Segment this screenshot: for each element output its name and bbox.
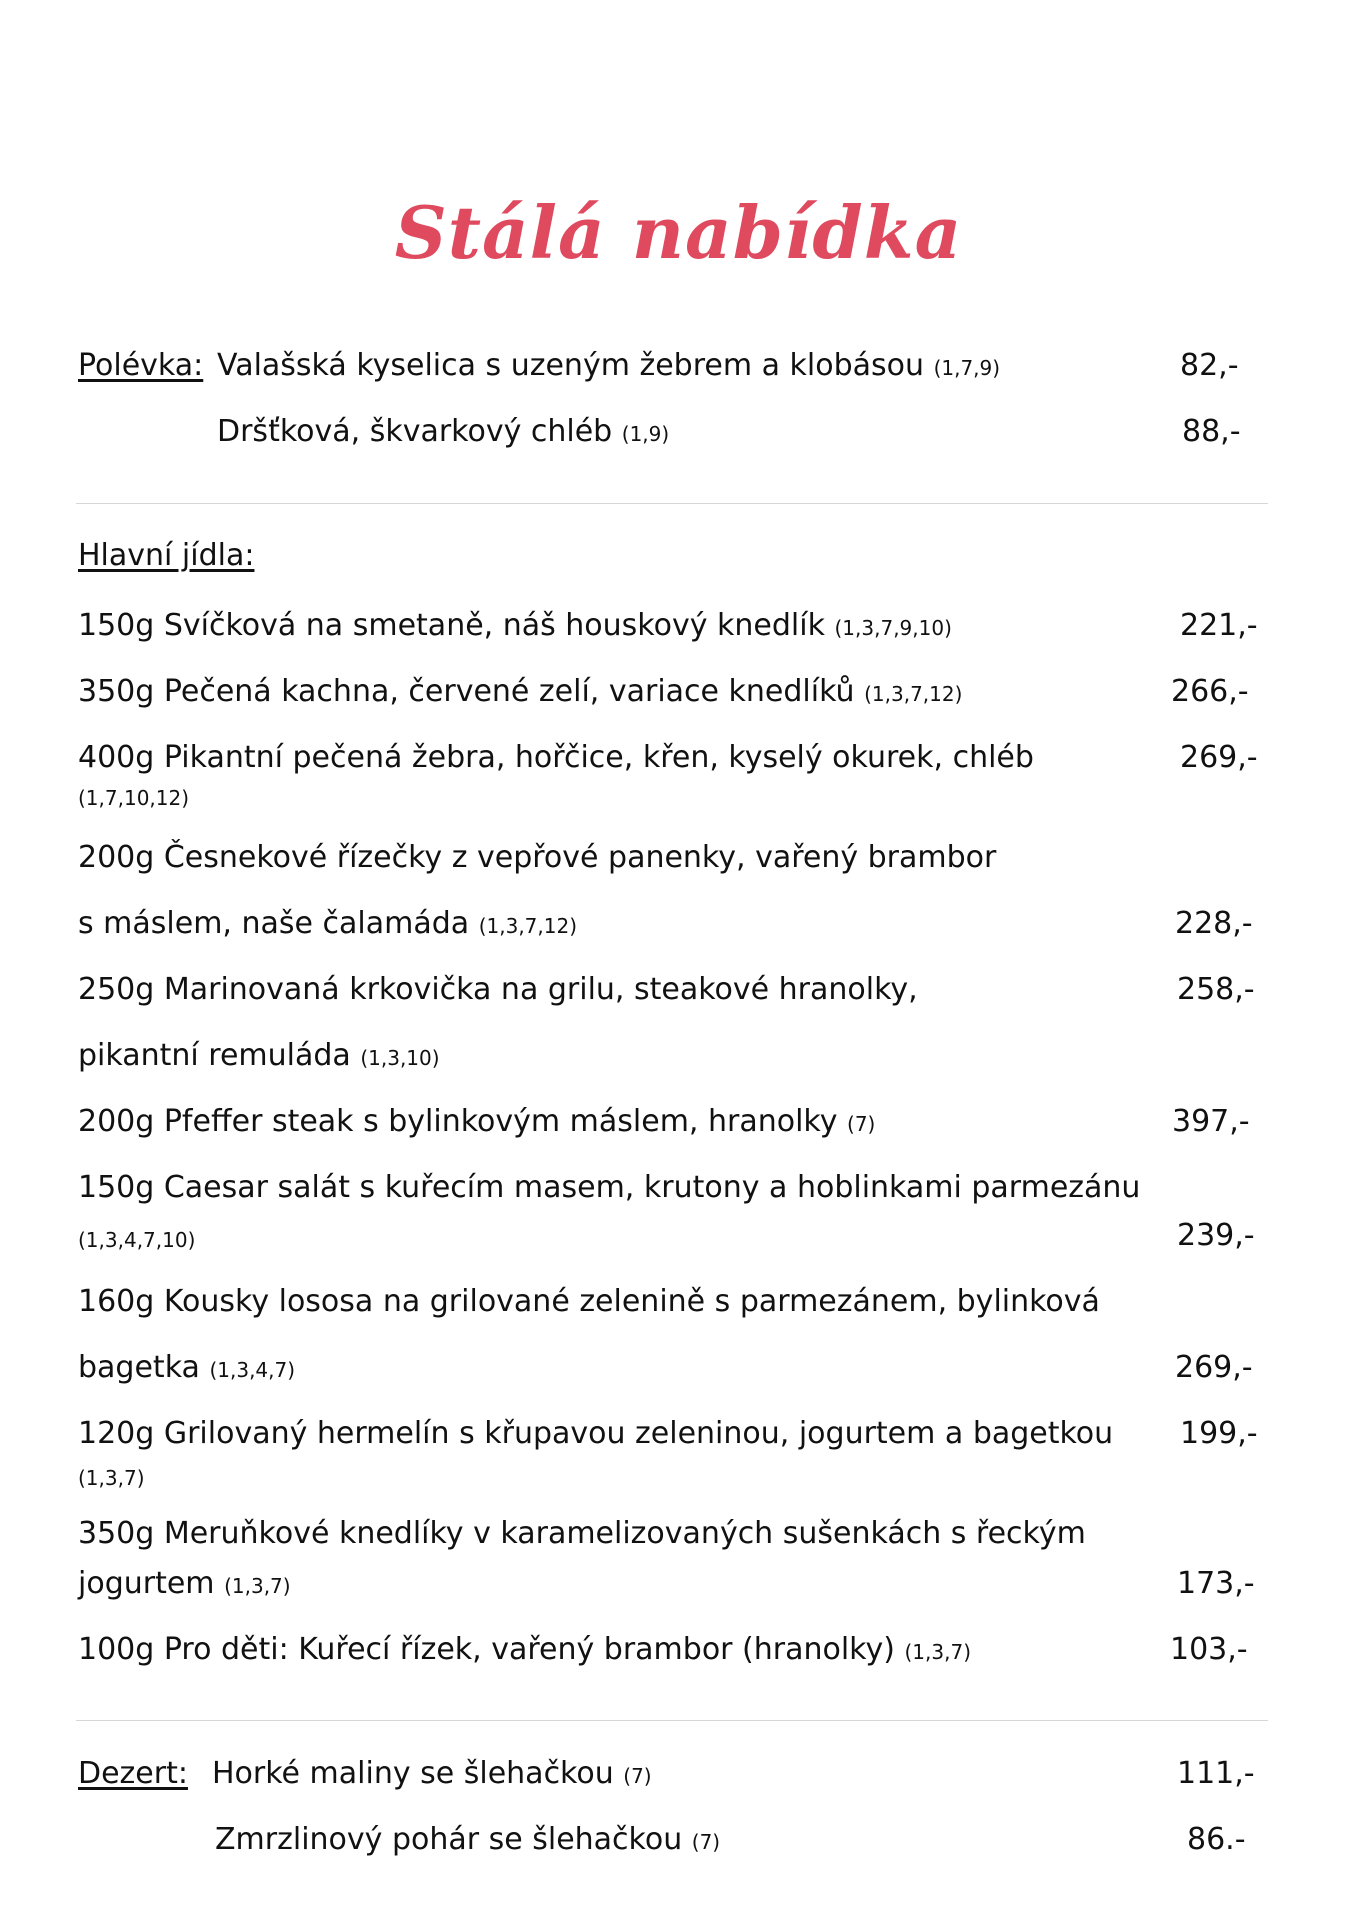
- allergen-codes: (1,3,10): [360, 1046, 440, 1070]
- price: 173,-: [1177, 1566, 1255, 1601]
- main-item-5-cont: [78, 1038, 440, 1076]
- item-name: Zmrzlinový pohár se šlehačkou: [215, 1822, 683, 1857]
- main-item-3: [78, 740, 1034, 776]
- allergen-codes: (7): [623, 1764, 652, 1788]
- main-item-4-cont: [78, 906, 577, 944]
- item-name: 350g Pečená kachna, červené zelí, variace knedlíků: [78, 674, 855, 709]
- allergen-codes: (1,3,7): [224, 1574, 291, 1598]
- main-item-2: [78, 674, 962, 712]
- item-name: 200g Česnekové řízečky z vepřové panenky, vařený brambor: [78, 840, 997, 875]
- price: 103,-: [1170, 1632, 1248, 1667]
- item-name: 350g Meruňkové knedlíky v karamelizovaných sušenkách s řeckým: [78, 1516, 1086, 1551]
- allergen-codes: (1,3,4,7): [209, 1358, 296, 1382]
- soup-label: Polévka:: [78, 348, 204, 383]
- main-item-1: [78, 608, 952, 646]
- item-name: 200g Pfeffer steak s bylinkovým máslem, hranolky: [78, 1104, 838, 1139]
- soup-item-2: [217, 414, 669, 452]
- main-item-4: [78, 840, 996, 876]
- item-name: Horké maliny se šlehačkou: [212, 1756, 614, 1791]
- item-name: 100g Pro děti: Kuřecí řízek, vařený brambor (hranolky): [78, 1632, 895, 1667]
- item-name: 400g Pikantní pečená žebra, hořčice, křen, kyselý okurek, chléb: [78, 740, 1034, 775]
- price: 86.-: [1187, 1822, 1246, 1857]
- dessert-item-2: [215, 1822, 720, 1860]
- allergen-codes: (1,7,9): [933, 356, 1001, 380]
- allergen-codes: (7): [691, 1830, 721, 1854]
- price: 199,-: [1180, 1416, 1258, 1451]
- allergen-codes: (1,3,4,7,10): [78, 1228, 196, 1252]
- item-name: 120g Grilovaný hermelín s křupavou zeleninou, jogurtem a bagetkou: [78, 1416, 1114, 1451]
- main-item-6: [78, 1104, 875, 1142]
- mains-label: Hlavní jídla:: [78, 538, 255, 573]
- dessert-item-1: [212, 1756, 652, 1794]
- allergen-codes: (1,3,7,12): [864, 682, 963, 706]
- main-item-10: [78, 1516, 1086, 1552]
- main-item-11: [78, 1632, 971, 1670]
- price: 397,-: [1172, 1104, 1250, 1139]
- allergen-codes: (1,3,7): [78, 1466, 145, 1490]
- item-name-cont: s máslem, naše čalamáda: [78, 906, 470, 941]
- item-name: 250g Marinovaná krkovička na grilu, steakové hranolky,: [78, 972, 918, 1007]
- item-name: Dršťková, škvarkový chléb: [217, 414, 613, 449]
- section-divider: [76, 503, 1268, 504]
- allergen-codes: (7): [847, 1112, 876, 1136]
- item-name: 160g Kousky lososa na grilované zelenině s parmezánem, bylinková: [78, 1284, 1100, 1319]
- price: 258,-: [1177, 972, 1255, 1007]
- price: 269,-: [1180, 740, 1258, 775]
- price: 266,-: [1171, 674, 1249, 709]
- allergen-codes: (1,3,7,9,10): [834, 616, 952, 640]
- item-name: 150g Svíčková na smetaně, náš houskový knedlík: [78, 608, 825, 643]
- item-name: Valašská kyselica s uzeným žebrem a klobásou: [217, 348, 925, 383]
- item-name-cont: bagetka: [78, 1350, 200, 1385]
- item-name-cont: pikantní remuláda: [78, 1038, 351, 1073]
- item-name: 150g Caesar salát s kuřecím masem, krutony a hoblinkami parmezánu: [78, 1170, 1141, 1205]
- soup-item-1: [217, 348, 1000, 386]
- price: 88,-: [1182, 414, 1241, 449]
- allergen-codes: (1,9): [621, 422, 670, 446]
- main-item-8: [78, 1284, 1100, 1320]
- price: 111,-: [1177, 1756, 1255, 1791]
- item-name-cont: jogurtem: [78, 1566, 215, 1601]
- price: 228,-: [1175, 906, 1253, 941]
- price: 269,-: [1175, 1350, 1253, 1385]
- main-item-9: [78, 1416, 1113, 1452]
- allergen-codes: (1,3,7,12): [478, 914, 578, 938]
- main-item-5: [78, 972, 918, 1008]
- price: 82,-: [1180, 348, 1239, 383]
- main-item-7: [78, 1170, 1140, 1206]
- price: 221,-: [1180, 608, 1258, 643]
- menu-title: Stálá nabídka: [394, 190, 963, 275]
- price: 239,-: [1177, 1218, 1255, 1253]
- allergen-codes: (1,7,10,12): [78, 786, 190, 810]
- main-item-10-cont: [78, 1566, 291, 1604]
- allergen-codes: (1,3,7): [904, 1640, 971, 1664]
- main-item-8-cont: [78, 1350, 295, 1388]
- dessert-label: Dezert:: [78, 1756, 188, 1791]
- section-divider: [76, 1720, 1268, 1721]
